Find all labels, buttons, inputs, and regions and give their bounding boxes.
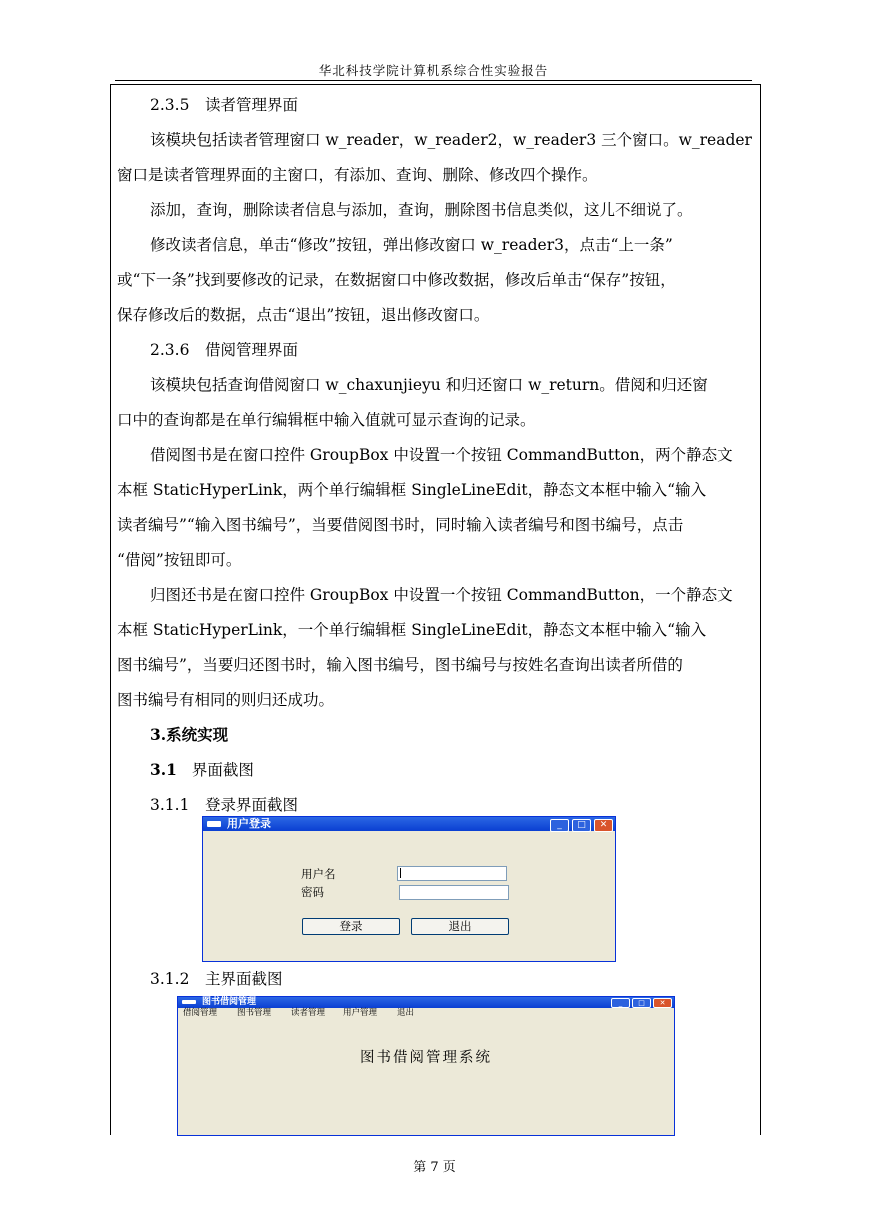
close-icon[interactable]: ✕ xyxy=(594,819,613,832)
paragraph-line: 或“下一条”找到要修改的记录，在数据窗口中修改数据，修改后单击“保存”按钮， xyxy=(117,271,676,289)
header-rule xyxy=(115,80,752,81)
paragraph-line: “借阅”按钮即可。 xyxy=(117,551,242,569)
maximize-icon[interactable]: □ xyxy=(572,819,591,832)
window-icon xyxy=(182,1000,196,1004)
username-label: 用户名 xyxy=(301,867,336,881)
section-3-1-text: 界面截图 xyxy=(191,761,254,779)
main-titlebar xyxy=(178,997,674,1008)
minimize-icon[interactable]: _ xyxy=(611,998,630,1008)
paragraph-line: 修改读者信息，单击“修改”按钮，弹出修改窗口 w_reader3，点击“上一条” xyxy=(150,236,673,254)
menu-readers[interactable]: 读者管理 xyxy=(291,1008,326,1018)
paragraph-line: 图书编号有相同的则归还成功。 xyxy=(117,691,335,709)
login-window-screenshot xyxy=(202,816,616,962)
menu-books[interactable]: 图书管理 xyxy=(237,1008,272,1018)
login-button[interactable]: 登录 xyxy=(302,918,400,935)
main-window-title: 图书借阅管理 xyxy=(202,997,257,1007)
login-window-title: 用户登录 xyxy=(227,817,271,830)
main-window-screenshot xyxy=(177,996,675,1136)
menu-users[interactable]: 用户管理 xyxy=(343,1008,378,1018)
section-3-1-1-title: 3.1.1 登录界面截图 xyxy=(150,796,298,814)
close-icon[interactable]: ✕ xyxy=(653,998,672,1008)
login-titlebar xyxy=(203,817,615,831)
menu-bar xyxy=(179,1008,673,1018)
paragraph-line: 该模块包括读者管理窗口 w_reader，w_reader2，w_reader3 三个窗口。w_reader xyxy=(150,131,752,149)
heading-2-3-6: 2.3.6 借阅管理界面 xyxy=(150,341,298,359)
section-3-1-2-title: 3.1.2 主界面截图 xyxy=(150,970,283,988)
exit-button[interactable]: 退出 xyxy=(411,918,509,935)
heading-2-3-5: 2.3.5 读者管理界面 xyxy=(150,96,298,114)
paragraph-line: 添加，查询，删除读者信息与添加，查询，删除图书信息类似，这儿不细说了。 xyxy=(150,201,693,219)
paragraph-line: 读者编号”“输入图书编号”，当要借阅图书时，同时输入读者编号和图书编号，点击 xyxy=(117,516,684,534)
paragraph-line: 借阅图书是在窗口控件 GroupBox 中设置一个按钮 CommandButton，两个静态文 xyxy=(150,446,733,464)
paragraph-line: 本框 StaticHyperLink，两个单行编辑框 SingleLineEdit，静态文本框中输入“输入 xyxy=(117,481,707,499)
paragraph-line: 该模块包括查询借阅窗口 w_chaxunjieyu 和归还窗口 w_return。借阅和归还窗 xyxy=(150,376,708,394)
paragraph-line: 口中的查询都是在单行编辑框中输入值就可显示查询的记录。 xyxy=(117,411,536,429)
section-3-title: 3.系统实现 xyxy=(150,725,229,744)
section-3-1-number: 3.1 xyxy=(150,760,177,779)
paragraph-line: 图书编号”，当要归还图书时，输入图书编号，图书编号与按姓名查询出读者所借的 xyxy=(117,656,683,674)
paragraph-line: 保存修改后的数据，点击“退出”按钮，退出修改窗口。 xyxy=(117,306,490,324)
paragraph-line: 归图还书是在窗口控件 GroupBox 中设置一个按钮 CommandButton，一个静态文 xyxy=(150,586,733,604)
page-header: 华北科技学院计算机系综合性实验报告 xyxy=(318,63,549,78)
system-title: 图书借阅管理系统 xyxy=(360,1050,492,1066)
username-input[interactable] xyxy=(397,866,507,881)
password-label: 密码 xyxy=(301,885,324,899)
menu-exit[interactable]: 退出 xyxy=(397,1008,415,1018)
paragraph-line: 本框 StaticHyperLink，一个单行编辑框 SingleLineEdit，静态文本框中输入“输入 xyxy=(117,621,707,639)
minimize-icon[interactable]: _ xyxy=(550,819,569,832)
paragraph-line: 窗口是读者管理界面的主窗口，有添加、查询、删除、修改四个操作。 xyxy=(117,166,598,184)
menu-borrow[interactable]: 借阅管理 xyxy=(183,1008,218,1018)
text-caret xyxy=(400,868,401,878)
password-input[interactable] xyxy=(399,885,509,900)
window-icon xyxy=(207,821,221,827)
section-3-1-title xyxy=(150,760,790,780)
page-number: 第 7 页 xyxy=(413,1160,456,1175)
maximize-icon[interactable]: □ xyxy=(632,998,651,1008)
